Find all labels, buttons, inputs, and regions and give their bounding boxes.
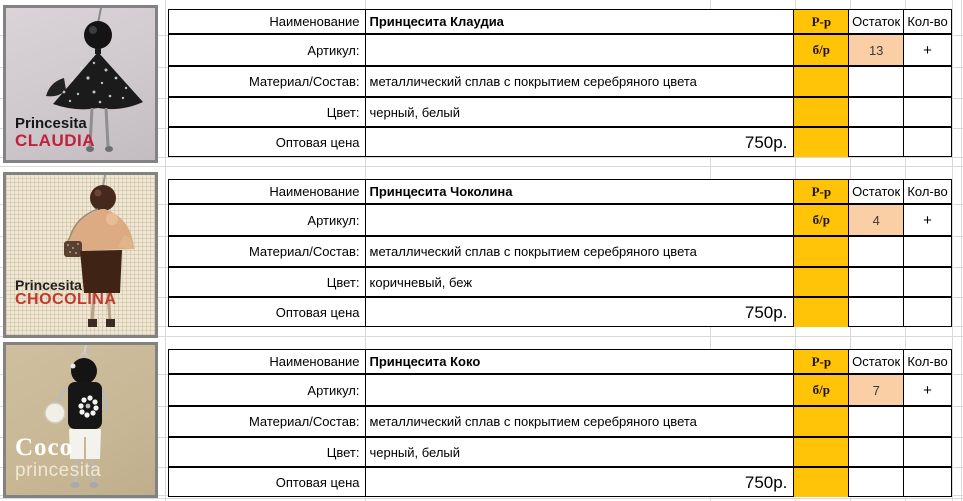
- cell-qty-empty: [904, 438, 951, 466]
- cell-size-empty: [794, 128, 849, 157]
- cell-size-empty: [794, 468, 849, 497]
- cell-size-empty: [794, 268, 849, 296]
- value-price: 750р.: [366, 298, 795, 327]
- value-article: [366, 375, 795, 405]
- cell-qty-empty: [904, 407, 951, 436]
- photo-model-text: CLAUDIA: [15, 131, 95, 151]
- cell-qty-empty: [904, 268, 951, 296]
- header-size: Р-р: [794, 10, 849, 33]
- product-table-claudia: [168, 9, 952, 157]
- add-quantity-button[interactable]: +: [923, 211, 932, 229]
- cell-size: б/р: [794, 35, 849, 65]
- value-material: металлический сплав с покрытием серебряного цвета: [366, 237, 795, 266]
- label-color: Цвет:: [169, 438, 366, 466]
- cell-qty-empty: [904, 67, 951, 96]
- value-name: Принцесита Коко: [366, 350, 795, 373]
- header-stock: Остаток: [849, 350, 904, 373]
- cell-stock-empty: [849, 438, 904, 466]
- value-price: 750р.: [366, 128, 795, 157]
- header-qty: Кол-во: [907, 184, 948, 199]
- label-material: Материал/Состав:: [169, 237, 366, 266]
- label-price: Оптовая цена: [169, 298, 366, 327]
- value-color: коричневый, беж: [366, 268, 795, 296]
- value-article: [366, 35, 795, 65]
- cell-size-empty: [794, 67, 849, 96]
- label-article: Артикул:: [169, 205, 366, 235]
- cell-stock: 7: [849, 375, 904, 405]
- label-color: Цвет:: [169, 268, 366, 296]
- photo-brand-text: Coco: [15, 433, 74, 461]
- value-color: черный, белый: [366, 98, 795, 126]
- cell-size: б/р: [794, 375, 849, 405]
- label-price: Оптовая цена: [169, 468, 366, 497]
- product-photo-claudia: [3, 5, 158, 163]
- header-qty: Кол-во: [907, 354, 948, 369]
- cell-stock: 13: [849, 35, 904, 65]
- cell-stock-empty: [849, 468, 904, 497]
- cell-stock-empty: [849, 67, 904, 96]
- value-price: 750р.: [366, 468, 795, 497]
- cell-stock: 4: [849, 205, 904, 235]
- header-stock: Остаток: [849, 10, 904, 33]
- cell-stock-empty: [849, 268, 904, 296]
- label-material: Материал/Состав:: [169, 407, 366, 436]
- header-stock: Остаток: [849, 180, 904, 203]
- cell-qty-empty: [904, 298, 951, 327]
- label-material: Материал/Состав:: [169, 67, 366, 96]
- value-material: металлический сплав с покрытием серебряного цвета: [366, 67, 795, 96]
- add-quantity-button[interactable]: +: [923, 41, 932, 59]
- photo-model-text: CHOCOLINA: [15, 291, 117, 309]
- cell-stock-empty: [849, 128, 904, 157]
- label-color: Цвет:: [169, 98, 366, 126]
- cell-qty-empty: [904, 468, 951, 497]
- value-article: [366, 205, 795, 235]
- cell-stock-empty: [849, 407, 904, 436]
- photo-brand-text: Princesita: [15, 115, 87, 133]
- header-qty: Кол-во: [907, 14, 948, 29]
- product-photo-chocolina: [3, 172, 158, 338]
- cell-stock-empty: [849, 298, 904, 327]
- value-name: Принцесита Клаудиа: [366, 10, 795, 33]
- cell-size-empty: [794, 98, 849, 126]
- cell-size-empty: [794, 237, 849, 266]
- cell-qty-empty: [904, 237, 951, 266]
- product-table-coco: [168, 349, 952, 497]
- product-block-chocolina: [0, 170, 963, 340]
- product-block-coco: [0, 340, 963, 501]
- cell-stock-empty: [849, 98, 904, 126]
- value-name: Принцесита Чоколина: [366, 180, 795, 203]
- header-size: Р-р: [794, 350, 849, 373]
- label-article: Артикул:: [169, 375, 366, 405]
- label-article: Артикул:: [169, 35, 366, 65]
- doll-illustration-chocolina: [6, 175, 155, 335]
- value-color: черный, белый: [366, 438, 795, 466]
- label-name: Наименование: [169, 180, 366, 203]
- cell-size-empty: [794, 298, 849, 327]
- photo-brand-text: Princesita: [15, 276, 82, 293]
- cell-size: б/р: [794, 205, 849, 235]
- product-table-chocolina: [168, 179, 952, 327]
- add-quantity-button[interactable]: +: [923, 381, 932, 399]
- label-name: Наименование: [169, 10, 366, 33]
- cell-stock-empty: [849, 237, 904, 266]
- cell-qty-empty: [904, 98, 951, 126]
- label-name: Наименование: [169, 350, 366, 373]
- product-block-claudia: [0, 0, 963, 170]
- cell-qty-empty: [904, 128, 951, 157]
- header-size: Р-р: [794, 180, 849, 203]
- photo-model-text: princesita: [15, 460, 102, 482]
- cell-size-empty: [794, 438, 849, 466]
- cell-size-empty: [794, 407, 849, 436]
- product-photo-coco: [3, 342, 158, 498]
- value-material: металлический сплав с покрытием серебряного цвета: [366, 407, 795, 436]
- label-price: Оптовая цена: [169, 128, 366, 157]
